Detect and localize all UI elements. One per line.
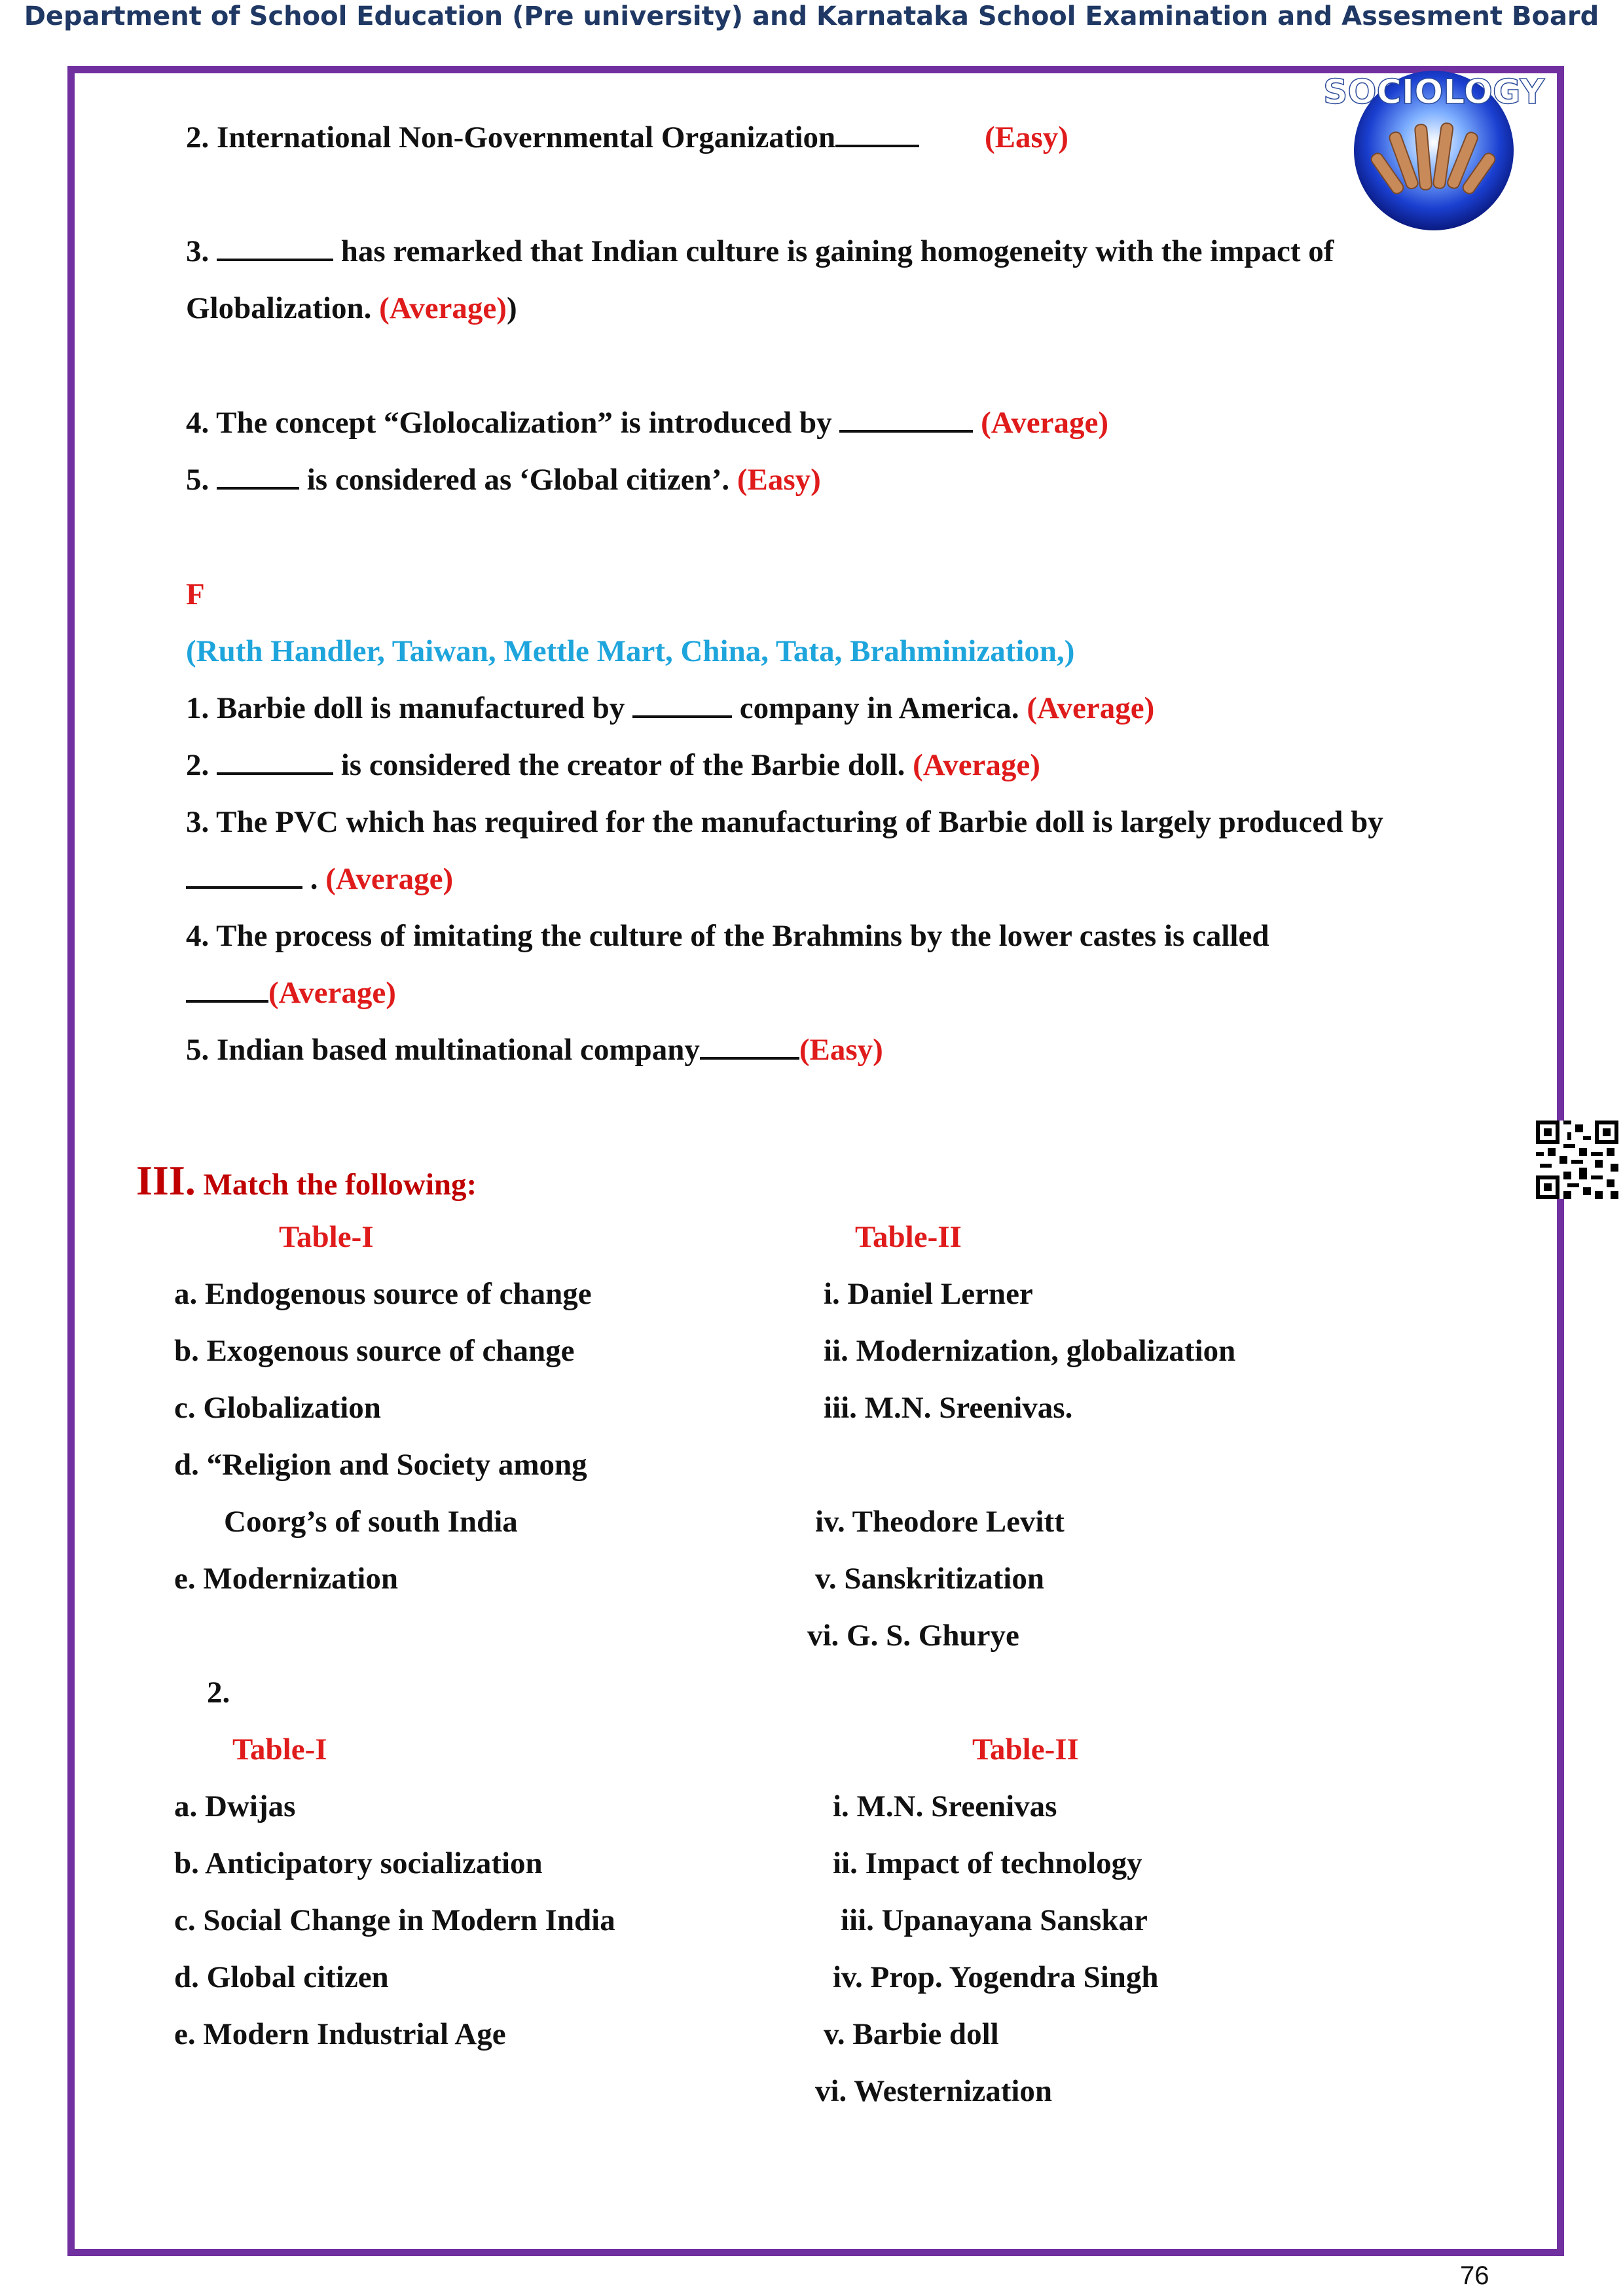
question-f4 (186, 918, 1269, 954)
set1-left-e: e. Modernization (174, 1562, 398, 1596)
question-f1 (186, 690, 1154, 726)
set1-table2-label: Table-II (855, 1220, 962, 1254)
question-text: Indian based multinational company (217, 1033, 700, 1067)
difficulty-level: (Average) (1027, 691, 1155, 725)
set1-left-a: a. Endogenous source of change (174, 1277, 592, 1311)
set2-right-v: v. Barbie doll (824, 2017, 999, 2051)
question-text-b: company in America. (739, 691, 1019, 725)
section-f-options: (Ruth Handler, Taiwan, Mettle Mart, China, Tata, Brahminization,) (186, 634, 1075, 668)
difficulty-level: (Average) (981, 406, 1108, 440)
difficulty-level: (Easy) (737, 463, 821, 497)
question-text: The PVC which has required for the manufacturing of Barbie doll is largely produced by (216, 805, 1383, 839)
question-text: The concept “Glolocalization” is introduced by (216, 406, 832, 440)
closing-paren: ) (506, 291, 517, 325)
set2-left-e: e. Modern Industrial Age (174, 2017, 506, 2051)
question-f5 (186, 1031, 883, 1068)
question-text: has remarked that Indian culture is gaining homogeneity with the impact of (340, 234, 1334, 268)
question-number: 2. (186, 120, 210, 154)
set2-left-c: c. Social Change in Modern India (174, 1903, 615, 1937)
set2-number: 2. (207, 1676, 230, 1710)
set2-right-i: i. M.N. Sreenivas (833, 1789, 1057, 1823)
difficulty-level: (Average) (913, 748, 1040, 782)
set1-right-v: v. Sanskritization (815, 1562, 1044, 1596)
answer-blank (217, 747, 333, 775)
set2-table1-label: Table-I (232, 1732, 327, 1767)
set2-table2-label: Table-II (972, 1732, 1079, 1767)
difficulty-level: (Easy) (984, 120, 1068, 154)
answer-blank (217, 462, 299, 490)
question-number: 2. (186, 748, 210, 782)
qr-code-icon (1536, 1121, 1618, 1199)
question-number: 5. (186, 463, 210, 497)
difficulty-level: (Average) (325, 862, 454, 896)
question-number: 5. (186, 1033, 210, 1067)
question-number: 4. (186, 406, 210, 440)
question-f4-cont (186, 975, 396, 1011)
question-e3-cont (186, 290, 517, 327)
set2-right-ii: ii. Impact of technology (833, 1846, 1142, 1880)
question-text: The process of imitating the culture of the Brahmins by the lower castes is called (216, 919, 1269, 953)
question-e2 (186, 119, 1068, 156)
answer-blank (217, 234, 333, 261)
question-text: is considered the creator of the Barbie doll. (340, 748, 905, 782)
logo-text: SOCIOLOGY (1322, 73, 1545, 112)
question-f2 (186, 747, 1040, 783)
question-f3 (186, 804, 1383, 840)
section-f-label: F (186, 577, 205, 611)
page-header: Department of School Education (Pre university) and Karnataka School Examination and Assesment Board (24, 1, 1599, 31)
question-text: International Non-Governmental Organization (217, 120, 836, 154)
set1-right-iii: iii. M.N. Sreenivas. (824, 1391, 1073, 1425)
set1-table1-label: Table-I (279, 1220, 374, 1254)
question-text-cont: Globalization. (186, 291, 372, 325)
set1-right-ii: ii. Modernization, globalization (824, 1334, 1236, 1368)
question-number: 1. (186, 691, 210, 725)
question-number: 3. (186, 805, 210, 839)
set2-right-vi: vi. Westernization (815, 2074, 1053, 2108)
sociology-logo-icon (1322, 65, 1545, 236)
question-text: Barbie doll is manufactured by (217, 691, 625, 725)
section-number: III. (136, 1157, 196, 1204)
section-title: Match the following: (203, 1168, 477, 1202)
set1-right-i: i. Daniel Lerner (824, 1277, 1033, 1311)
answer-blank (839, 405, 973, 433)
set2-left-b: b. Anticipatory socialization (174, 1846, 543, 1880)
question-dot: . (310, 862, 318, 896)
set2-left-d: d. Global citizen (174, 1960, 389, 1994)
answer-blank (700, 1032, 799, 1060)
question-number: 4. (186, 919, 210, 953)
set2-right-iii: iii. Upanayana Sanskar (841, 1903, 1148, 1937)
set1-left-d-cont: Coorg’s of south India (224, 1505, 518, 1539)
set1-left-c: c. Globalization (174, 1391, 381, 1425)
question-text: is considered as ‘Global citizen’. (306, 463, 730, 497)
answer-blank (186, 861, 302, 889)
question-e4 (186, 404, 1108, 441)
question-e5 (186, 461, 821, 498)
page-number: 76 (1460, 2261, 1489, 2290)
set2-left-a: a. Dwijas (174, 1789, 296, 1823)
set1-right-vi: vi. G. S. Ghurye (807, 1619, 1019, 1653)
set2-right-iv: iv. Prop. Yogendra Singh (833, 1960, 1159, 1994)
set1-left-d: d. “Religion and Society among (174, 1448, 587, 1482)
answer-blank (632, 691, 732, 718)
question-number: 3. (186, 234, 210, 268)
set1-left-b: b. Exogenous source of change (174, 1334, 575, 1368)
difficulty-level: (Average) (268, 976, 396, 1010)
question-f3-cont (186, 861, 453, 897)
question-e3 (186, 233, 1334, 270)
set1-right-iv: iv. Theodore Levitt (815, 1505, 1065, 1539)
answer-blank (835, 120, 919, 147)
difficulty-level: (Average) (379, 291, 507, 325)
difficulty-level: (Easy) (799, 1033, 883, 1067)
match-section-heading (136, 1157, 477, 1208)
answer-blank (186, 975, 268, 1003)
